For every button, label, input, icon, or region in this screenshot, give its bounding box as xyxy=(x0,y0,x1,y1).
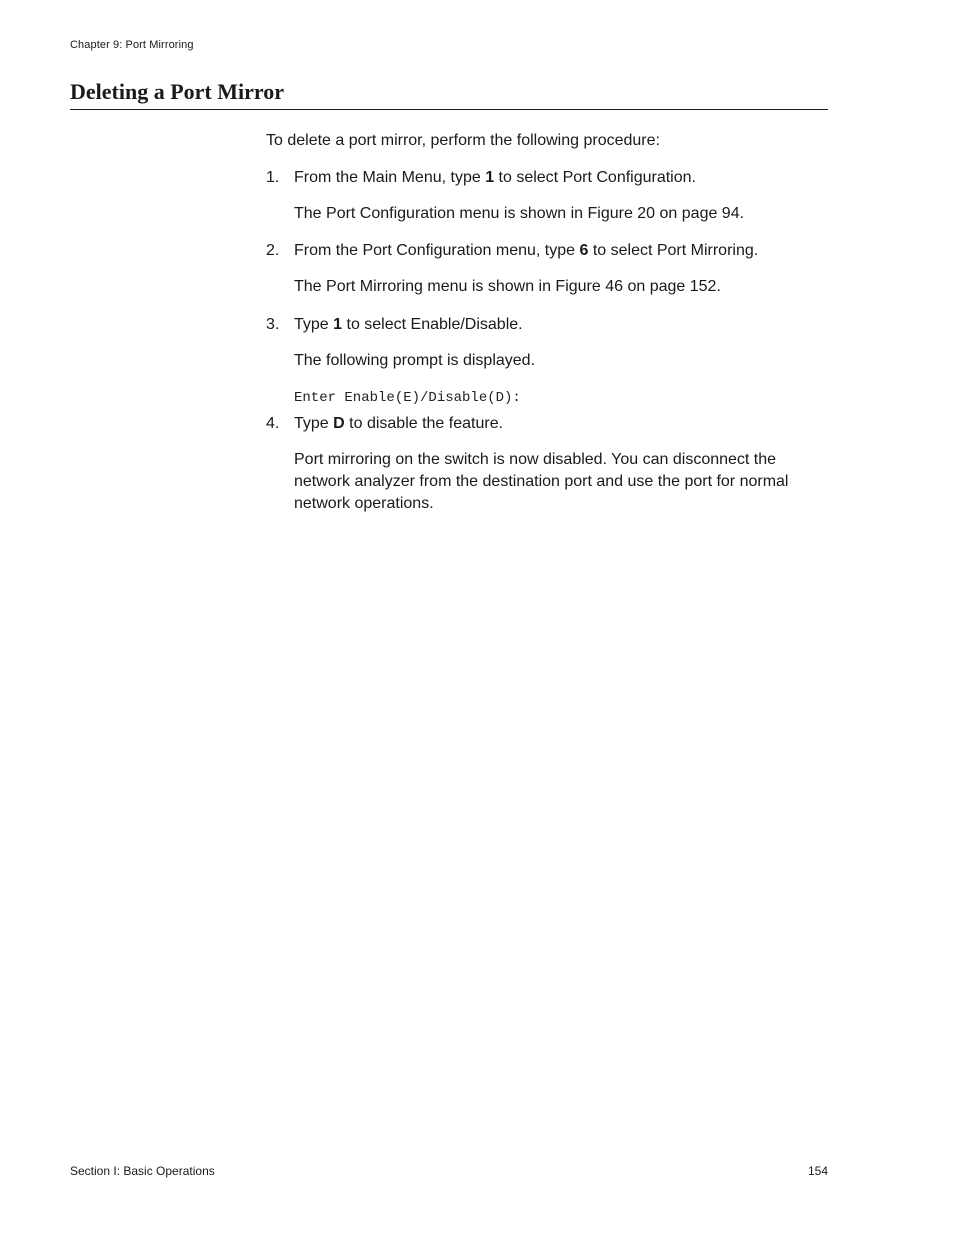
prompt-code: Enter Enable(E)/Disable(D): xyxy=(294,390,521,406)
step-note: The Port Configuration menu is shown in Figure 20 on page 94. xyxy=(294,205,745,222)
intro-paragraph: To delete a port mirror, perform the following procedure: xyxy=(266,132,660,149)
section-title: Deleting a Port Mirror xyxy=(70,78,828,110)
step-instruction: From the Port Configuration menu, type 6 to select Port Mirroring. xyxy=(294,242,759,259)
step-note: The Port Mirroring menu is shown in Figure 46 on page 152. xyxy=(294,278,721,295)
footer-section: Section I: Basic Operations xyxy=(70,1164,215,1178)
step-number: 3. xyxy=(266,316,280,333)
step-number: 1. xyxy=(266,169,280,186)
step-key: 6 xyxy=(579,242,589,259)
page-number: 154 xyxy=(807,1164,828,1178)
step-key: 1 xyxy=(333,316,343,333)
step-instruction: Type D to disable the feature. xyxy=(294,415,504,432)
running-head: Chapter 9: Port Mirroring xyxy=(70,39,194,51)
step-key: 1 xyxy=(485,169,495,186)
step-number: 4. xyxy=(266,415,280,432)
step-instruction: From the Main Menu, type 1 to select Port Configuration. xyxy=(294,169,696,186)
step-note: Port mirroring on the switch is now disabled. You can disconnect the network analyzer from the destination port and use the port for normal network operations. xyxy=(294,451,789,512)
step-key: D xyxy=(333,415,345,432)
step-number: 2. xyxy=(266,242,280,259)
step-instruction: Type 1 to select Enable/Disable. xyxy=(294,316,523,333)
step-note: The following prompt is displayed. xyxy=(294,352,536,369)
